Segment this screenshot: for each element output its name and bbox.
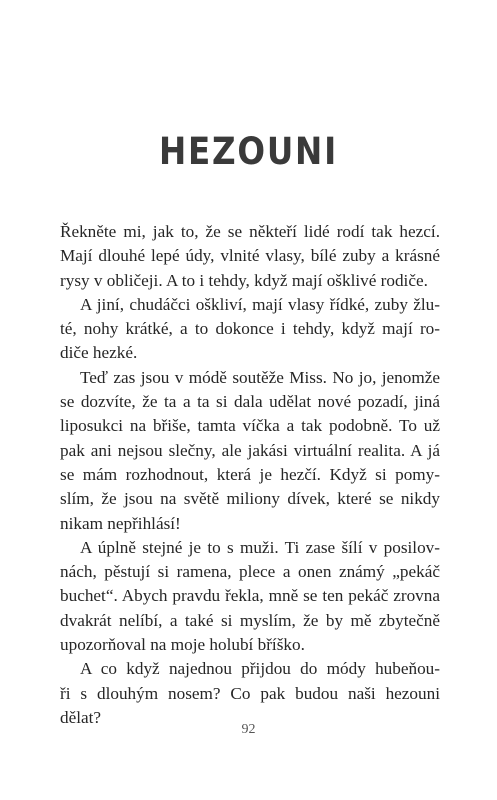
text-line: rysy v obličeji. A to i tehdy, když mají ošklivé rodiče. (60, 270, 428, 290)
text-line: A úplně stejné je to s muži. Ti zase šílí v posilov- (80, 537, 440, 557)
chapter-title: HEZOUNI (159, 130, 338, 173)
text-line: A co když najednou přijdou do módy hubeňou- (80, 659, 440, 679)
text-line: ři s dlouhým nosem? Co pak budou naši hezouni (60, 683, 440, 703)
text-line: nikam nepřihlásí! (60, 513, 181, 533)
text-line: dvakrát nelíbí, a také si myslím, že by mě zbytečně (60, 610, 440, 630)
page-number: 92 (241, 722, 256, 737)
text-line: slím, že jsou na světě miliony dívek, které se nikdy (60, 489, 440, 509)
text-line: diče hezké. (60, 343, 138, 363)
text-line: liposukci na břiše, tamta víčka a tak podobně. To už (60, 416, 440, 436)
text-line: upozorňoval na moje holubí bříško. (60, 635, 305, 655)
chapter-body (60, 220, 440, 730)
text-line: se dozvíte, že ta a ta si dala udělat nové pozadí, jiná (60, 392, 440, 412)
text-line: Řekněte mi, jak to, že se někteří lidé rodí tak hezcí. (60, 222, 440, 241)
text-line: dělat? (60, 707, 102, 727)
text-line: A jiní, chudáčci oškliví, mají vlasy řídké, zuby žlu- (80, 294, 440, 314)
text-line: buchet“. Abych pravdu řekla, mně se ten pekáč zrovna (60, 586, 440, 606)
text-line: Mají dlouhé lepé údy, vlnité vlasy, bílé zuby a krásné (60, 246, 440, 266)
text-line: té, nohy krátké, a to dokonce i tehdy, když mají ro- (60, 319, 440, 339)
text-line: pak ani nejsou slečny, ale jakási virtuální realita. A já (60, 440, 440, 460)
text-line: nách, pěstují si ramena, plece a onen známý „pekáč (60, 562, 440, 582)
text-line: se mám rozhodnout, která je hezčí. Když si pomy- (60, 464, 440, 484)
text-line: Teď zas jsou v módě soutěže Miss. No jo, jenomže (80, 367, 440, 387)
